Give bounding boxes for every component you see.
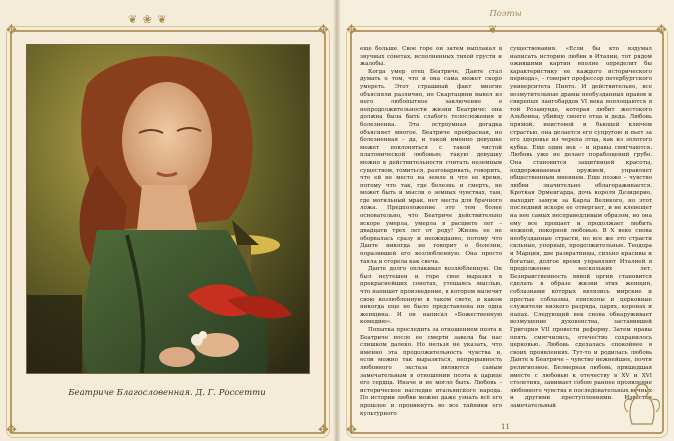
running-head: Поэты [489,9,522,19]
corner-ornament-icon: ✥ [346,23,357,38]
paragraph: существования. «Если бы кто вздумал написать историю любви в Италии, тот рядом ожившими картин вполне определит бы характеристику ее каждого исторического периода», – говорит профессор петербургского университета Пинто. И действительно, все возмутительные драмы необузданных нравов и свирепых лангобардов VI века воплощаются в той Розамунде, которая любит жестокого Альбоина, убийцу своего отца и деда. Любовь прямой, неистовой и бьющей ключом страстью, она делается его супругою и пьет за его здоровье из черепа отца, как из золотого кубка. Еще один век – и нравы смягчаются. Любовь уже не делает порабощений грубо. Она становится защитницей красоты, поддерживаемая оружием, управляет общественным мнением. Еще позже – чувство любви значительно облагораживается. Кроткая Эрменгарда, дочь короля Дезидерио, выходит замуж за Карла Великого, но этот последний вскоре ее отвергает, и не клевещет на нее самых несправедливым образом, но она ему все прощает и продолжает любить нежной, покорной любовью. В X веке снова необузданные страсти, но все же это страсти сильные, упорные, продолжительные. Теодора и Марция, две развратницы, сильно красивы и богатые, долгое время управляют Италией в продолжение нескольких лет. Безнравственность явной оргии становится сделать в образе жизни этих женщин, соблазнами которых являлись мирские и простые соблазны, епископы и церковные служители низкого разряда, царях, коронах и папах. Следующий век снова обнаруживает возмущение духовенства, заставившей Григория VII провести реформу. Затем нравы опять смягчились, отечество сохранилось церковью. Любовь сделалась спокойнее в своих проявлениях. Тут-то и родилась любовь Данте к Беатриче – чувство нежнейшее, почти религиозное. Безмерная любовь, пришедшая вместе с любовью к отечеству в XV и XVI столетиях, занимает собою раннее проявление любовного чувства в последовательных вечных и другими преступлениями. Известен замечательный [510,46,652,409]
text-column-left [360,46,502,418]
painting-caption: Беатриче Благословенная. Д. Г. Россетти [68,388,266,398]
paragraph: Попытка проследить за отношением поэта к Беатриче после ее смерти завела бы нас слишком далеко. Но нельзя не указать, что именно эта продолжительность чувства и, если можно так выразиться, непрерывность любовного экстаза являются самым замечательным в отношении поэта к царице его сердца. Иначе и не могло быть. Любовь – историческое наследие итальянского народа. По истории любви можно даже узнать всё его прошлое и проникнуть во все тайники его культурного [360,326,502,417]
corner-ornament-icon: ✥ [6,23,17,38]
painting-illustration [26,44,310,374]
paragraph: Данте долго оплакивал возлюбленную. Он был неутешен и горе свое выразил в прекраснейших сонетах, утешаясь мыслью, что напишет произведение, в котором вылечит свою возлюбленную в таком свете, в каком никогда еще не было представлена ни одна женщина. И он написал «Божественную комедию». [360,266,502,326]
angel-figure-icon [622,378,662,428]
paragraph: Когда умер отец Беатриче, Данте стал думать о том, что и она сама может скоро умереть. Этот страшный факт многие объясняли различно, но Скартацини вывел из него любопытное заключение о непродолжительности жизни Беатриче: она должна была быть слабого телосложения и болезненна. Эта остроумная догадка объясняет многое. Беатриче прекрасная, но болезненная – да, и такой именно девушке может поклоняться с такой чистой платонической любовью; такую девушку можно в действительности считать неземным существом, томиться, разговаривать, говорить, что ей не место на земле и что ее время, потому что так, где болезнь и смерть, не может быть и мысли о земных чувствах, там, где могильный мрак, нет места для брачного ложа. Предположение это тем более основательно, что Беатриче действительно вскоре умерла, умерла в расцвете лет – двадцати трех лет от роду! Жизнь ее не оборвалась сразу и неожиданно, потому что Данте никогда не говорит о болезни, поразившей его возлюбленную. Она просто таяла и сгорела как свеча. [360,68,502,265]
corner-ornament-icon: ✥ [656,23,667,38]
corner-ornament-icon: ✥ [346,423,357,438]
page-number: 11 [501,423,510,431]
floral-ornament-icon: ❦ [488,23,499,36]
corner-ornament-icon: ✥ [6,423,17,438]
book-spine [333,0,341,441]
floral-ornament-icon: ❦ ❀ ❦ [128,13,168,26]
corner-ornament-icon: ✥ [318,423,329,438]
paragraph: еще больше. Свое горе он затем выплакал в звучных сонетах, исполненных тихой грусти и жалобы. [360,46,502,68]
corner-ornament-icon: ✥ [318,23,329,38]
text-column-right [510,46,652,411]
